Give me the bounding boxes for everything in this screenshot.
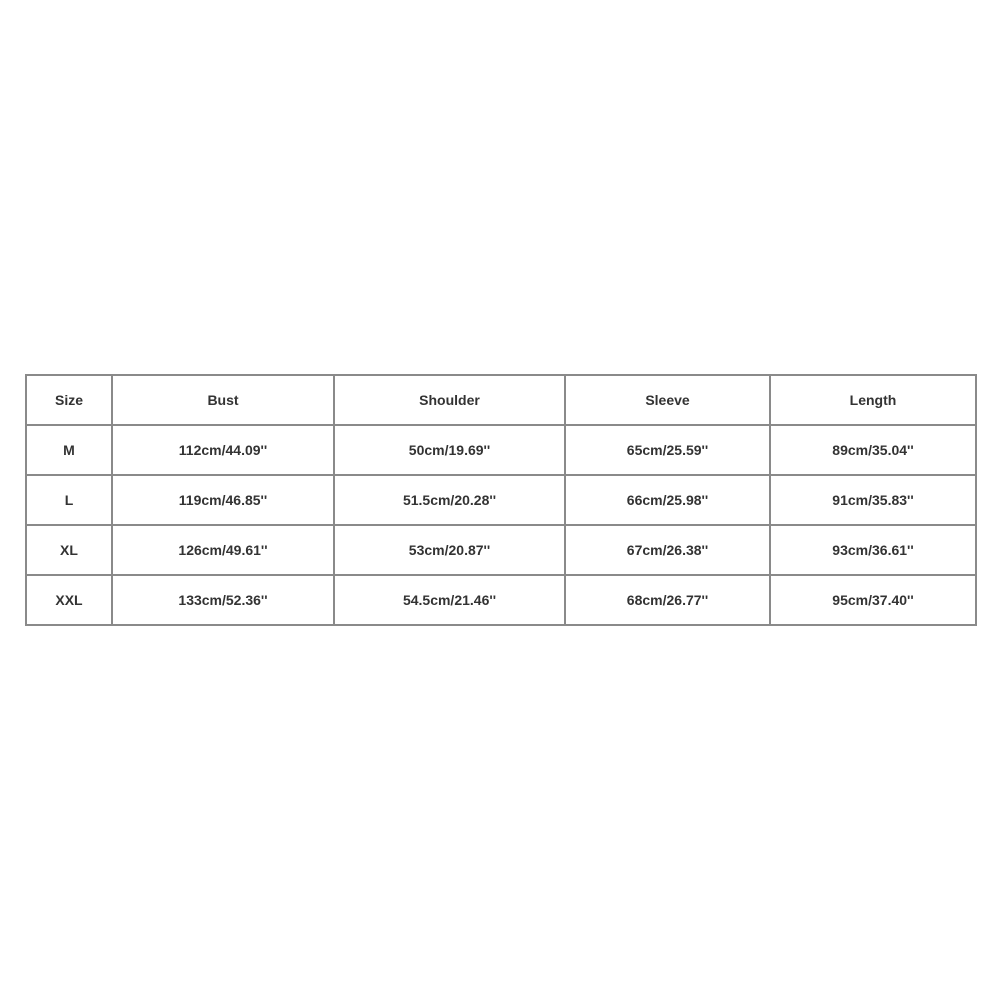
cell-sleeve: 67cm/26.38'' — [565, 525, 770, 575]
header-length: Length — [770, 375, 976, 425]
cell-size: M — [26, 425, 112, 475]
cell-sleeve: 66cm/25.98'' — [565, 475, 770, 525]
cell-length: 91cm/35.83'' — [770, 475, 976, 525]
header-bust: Bust — [112, 375, 334, 425]
cell-shoulder: 53cm/20.87'' — [334, 525, 565, 575]
cell-shoulder: 54.5cm/21.46'' — [334, 575, 565, 625]
cell-length: 95cm/37.40'' — [770, 575, 976, 625]
cell-size: L — [26, 475, 112, 525]
cell-bust: 112cm/44.09'' — [112, 425, 334, 475]
header-sleeve: Sleeve — [565, 375, 770, 425]
table-header-row — [26, 375, 976, 425]
table-row — [26, 475, 976, 525]
cell-sleeve: 65cm/25.59'' — [565, 425, 770, 475]
table-row — [26, 575, 976, 625]
cell-shoulder: 50cm/19.69'' — [334, 425, 565, 475]
cell-bust: 126cm/49.61'' — [112, 525, 334, 575]
header-shoulder: Shoulder — [334, 375, 565, 425]
header-size: Size — [26, 375, 112, 425]
cell-bust: 119cm/46.85'' — [112, 475, 334, 525]
cell-bust: 133cm/52.36'' — [112, 575, 334, 625]
cell-size: XXL — [26, 575, 112, 625]
cell-length: 93cm/36.61'' — [770, 525, 976, 575]
table-row — [26, 425, 976, 475]
cell-size: XL — [26, 525, 112, 575]
table-row — [26, 525, 976, 575]
cell-shoulder: 51.5cm/20.28'' — [334, 475, 565, 525]
cell-length: 89cm/35.04'' — [770, 425, 976, 475]
size-chart-table — [25, 374, 977, 626]
cell-sleeve: 68cm/26.77'' — [565, 575, 770, 625]
